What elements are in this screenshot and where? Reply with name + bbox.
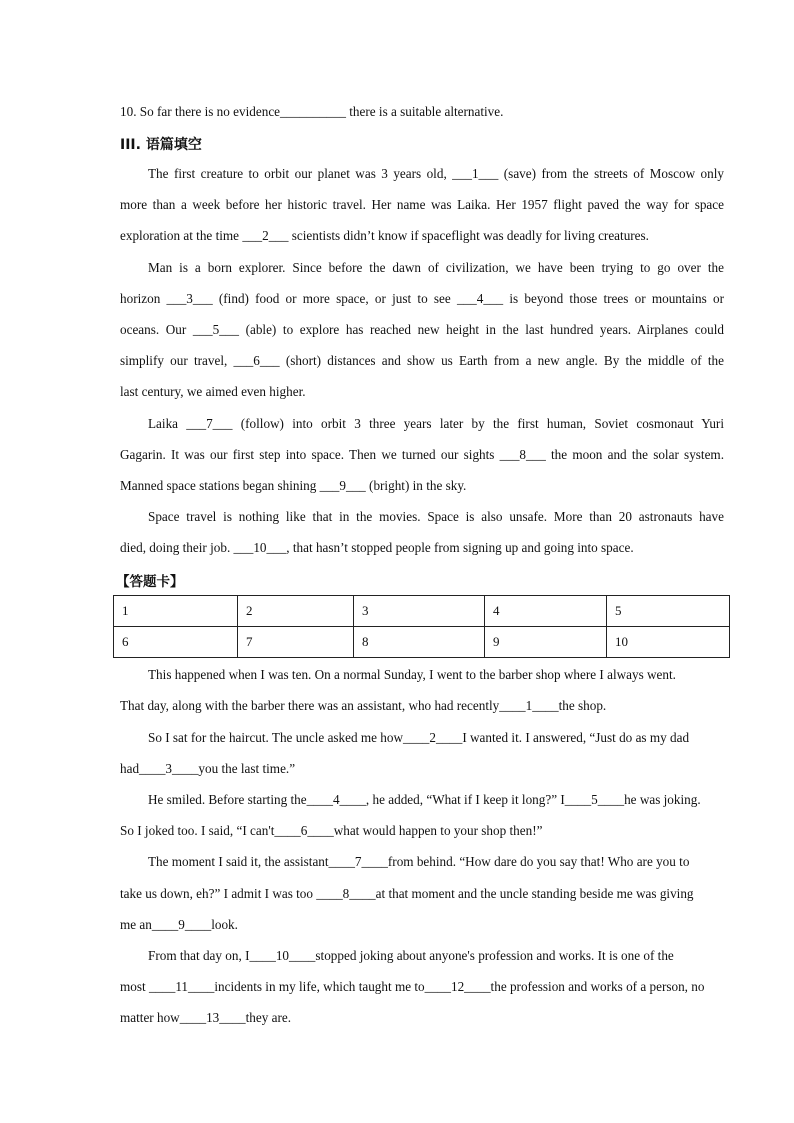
passage1-line: died, doing their job. ___10___, that hasn’t stopped people from signing up and going into space. <box>120 540 634 555</box>
answer-cell[interactable]: 10 <box>607 627 730 658</box>
question-10: 10. So far there is no evidence__________ there is a suitable alternative. <box>120 104 504 119</box>
passage2-line: From that day on, I____10____stopped joking about anyone's profession and works. It is one of the <box>148 948 674 963</box>
passage1-line: simplify our travel, ___6___ (short) distances and show us Earth from a new angle. By the middle of the <box>120 353 724 368</box>
answer-cell[interactable]: 3 <box>354 596 485 627</box>
passage1-line: more than a week before her historic travel. Her name was Laika. Her 1957 flight paved the way for space <box>120 197 724 212</box>
answer-card-row <box>114 596 730 627</box>
passage1-line: The first creature to orbit our planet was 3 years old, ___1___ (save) from the streets of Moscow only <box>148 166 724 181</box>
answer-cell[interactable]: 1 <box>114 596 238 627</box>
passage2-line: So I sat for the haircut. The uncle asked me how____2____I wanted it. I answered, “Just do as my dad <box>148 730 690 745</box>
answer-cell[interactable]: 6 <box>114 627 238 658</box>
passage1-line: oceans. Our ___5___ (able) to explore has reached new height in the last hundred years. Airplanes could <box>120 322 724 337</box>
passage2-line: had____3____you the last time.” <box>120 761 296 776</box>
answer-cell[interactable]: 7 <box>238 627 354 658</box>
passage2-line: This happened when I was ten. On a normal Sunday, I went to the barber shop where I always went. <box>148 667 676 682</box>
passage1-line: exploration at the time ___2___ scientists didn’t know if spaceflight was deadly for living creatures. <box>120 228 649 243</box>
section-heading: III. 语篇填空 <box>120 137 202 153</box>
passage1-line: last century, we aimed even higher. <box>120 384 306 399</box>
passage2-line: most ____11____incidents in my life, which taught me to____12____the profession and works of a person, no <box>120 979 705 994</box>
answer-card-table <box>113 595 730 658</box>
answer-cell[interactable]: 8 <box>354 627 485 658</box>
answer-cell[interactable]: 5 <box>607 596 730 627</box>
passage2-line: So I joked too. I said, “I can't____6____what would happen to your shop then!” <box>120 823 543 838</box>
passage2-line: He smiled. Before starting the____4____, he added, “What if I keep it long?” I____5____he was joking. <box>148 792 701 807</box>
answer-card-label: 【答题卡】 <box>116 574 184 590</box>
passage2-line: matter how____13____they are. <box>120 1010 292 1025</box>
passage1-line: Space travel is nothing like that in the movies. Space is also unsafe. More than 20 astronauts have <box>148 509 724 524</box>
passage1-line: Gagarin. It was our first step into space. Then we turned our sights ___8___ the moon and the solar system. <box>120 447 724 462</box>
passage2-line: That day, along with the barber there was an assistant, who had recently____1____the shop. <box>120 698 607 713</box>
passage1-line: Man is a born explorer. Since before the dawn of civilization, we have been trying to go over the <box>148 260 724 275</box>
passage1-line: Manned space stations began shining ___9___ (bright) in the sky. <box>120 478 467 493</box>
passage2-line: me an____9____look. <box>120 917 238 932</box>
passage1-line: horizon ___3___ (find) food or more space, or just to see ___4___ is beyond those trees or mountains or <box>120 291 724 306</box>
answer-cell[interactable]: 2 <box>238 596 354 627</box>
passage1-line: Laika ___7___ (follow) into orbit 3 three years later by the first human, Soviet cosmonaut Yuri <box>148 416 724 431</box>
passage2-line: The moment I said it, the assistant____7____from behind. “How dare do you say that! Who are you to <box>148 854 690 869</box>
answer-cell[interactable]: 9 <box>485 627 607 658</box>
answer-card-row <box>114 627 730 658</box>
passage2-line: take us down, eh?” I admit I was too ____8____at that moment and the uncle standing beside me was giving <box>120 886 694 901</box>
answer-cell[interactable]: 4 <box>485 596 607 627</box>
